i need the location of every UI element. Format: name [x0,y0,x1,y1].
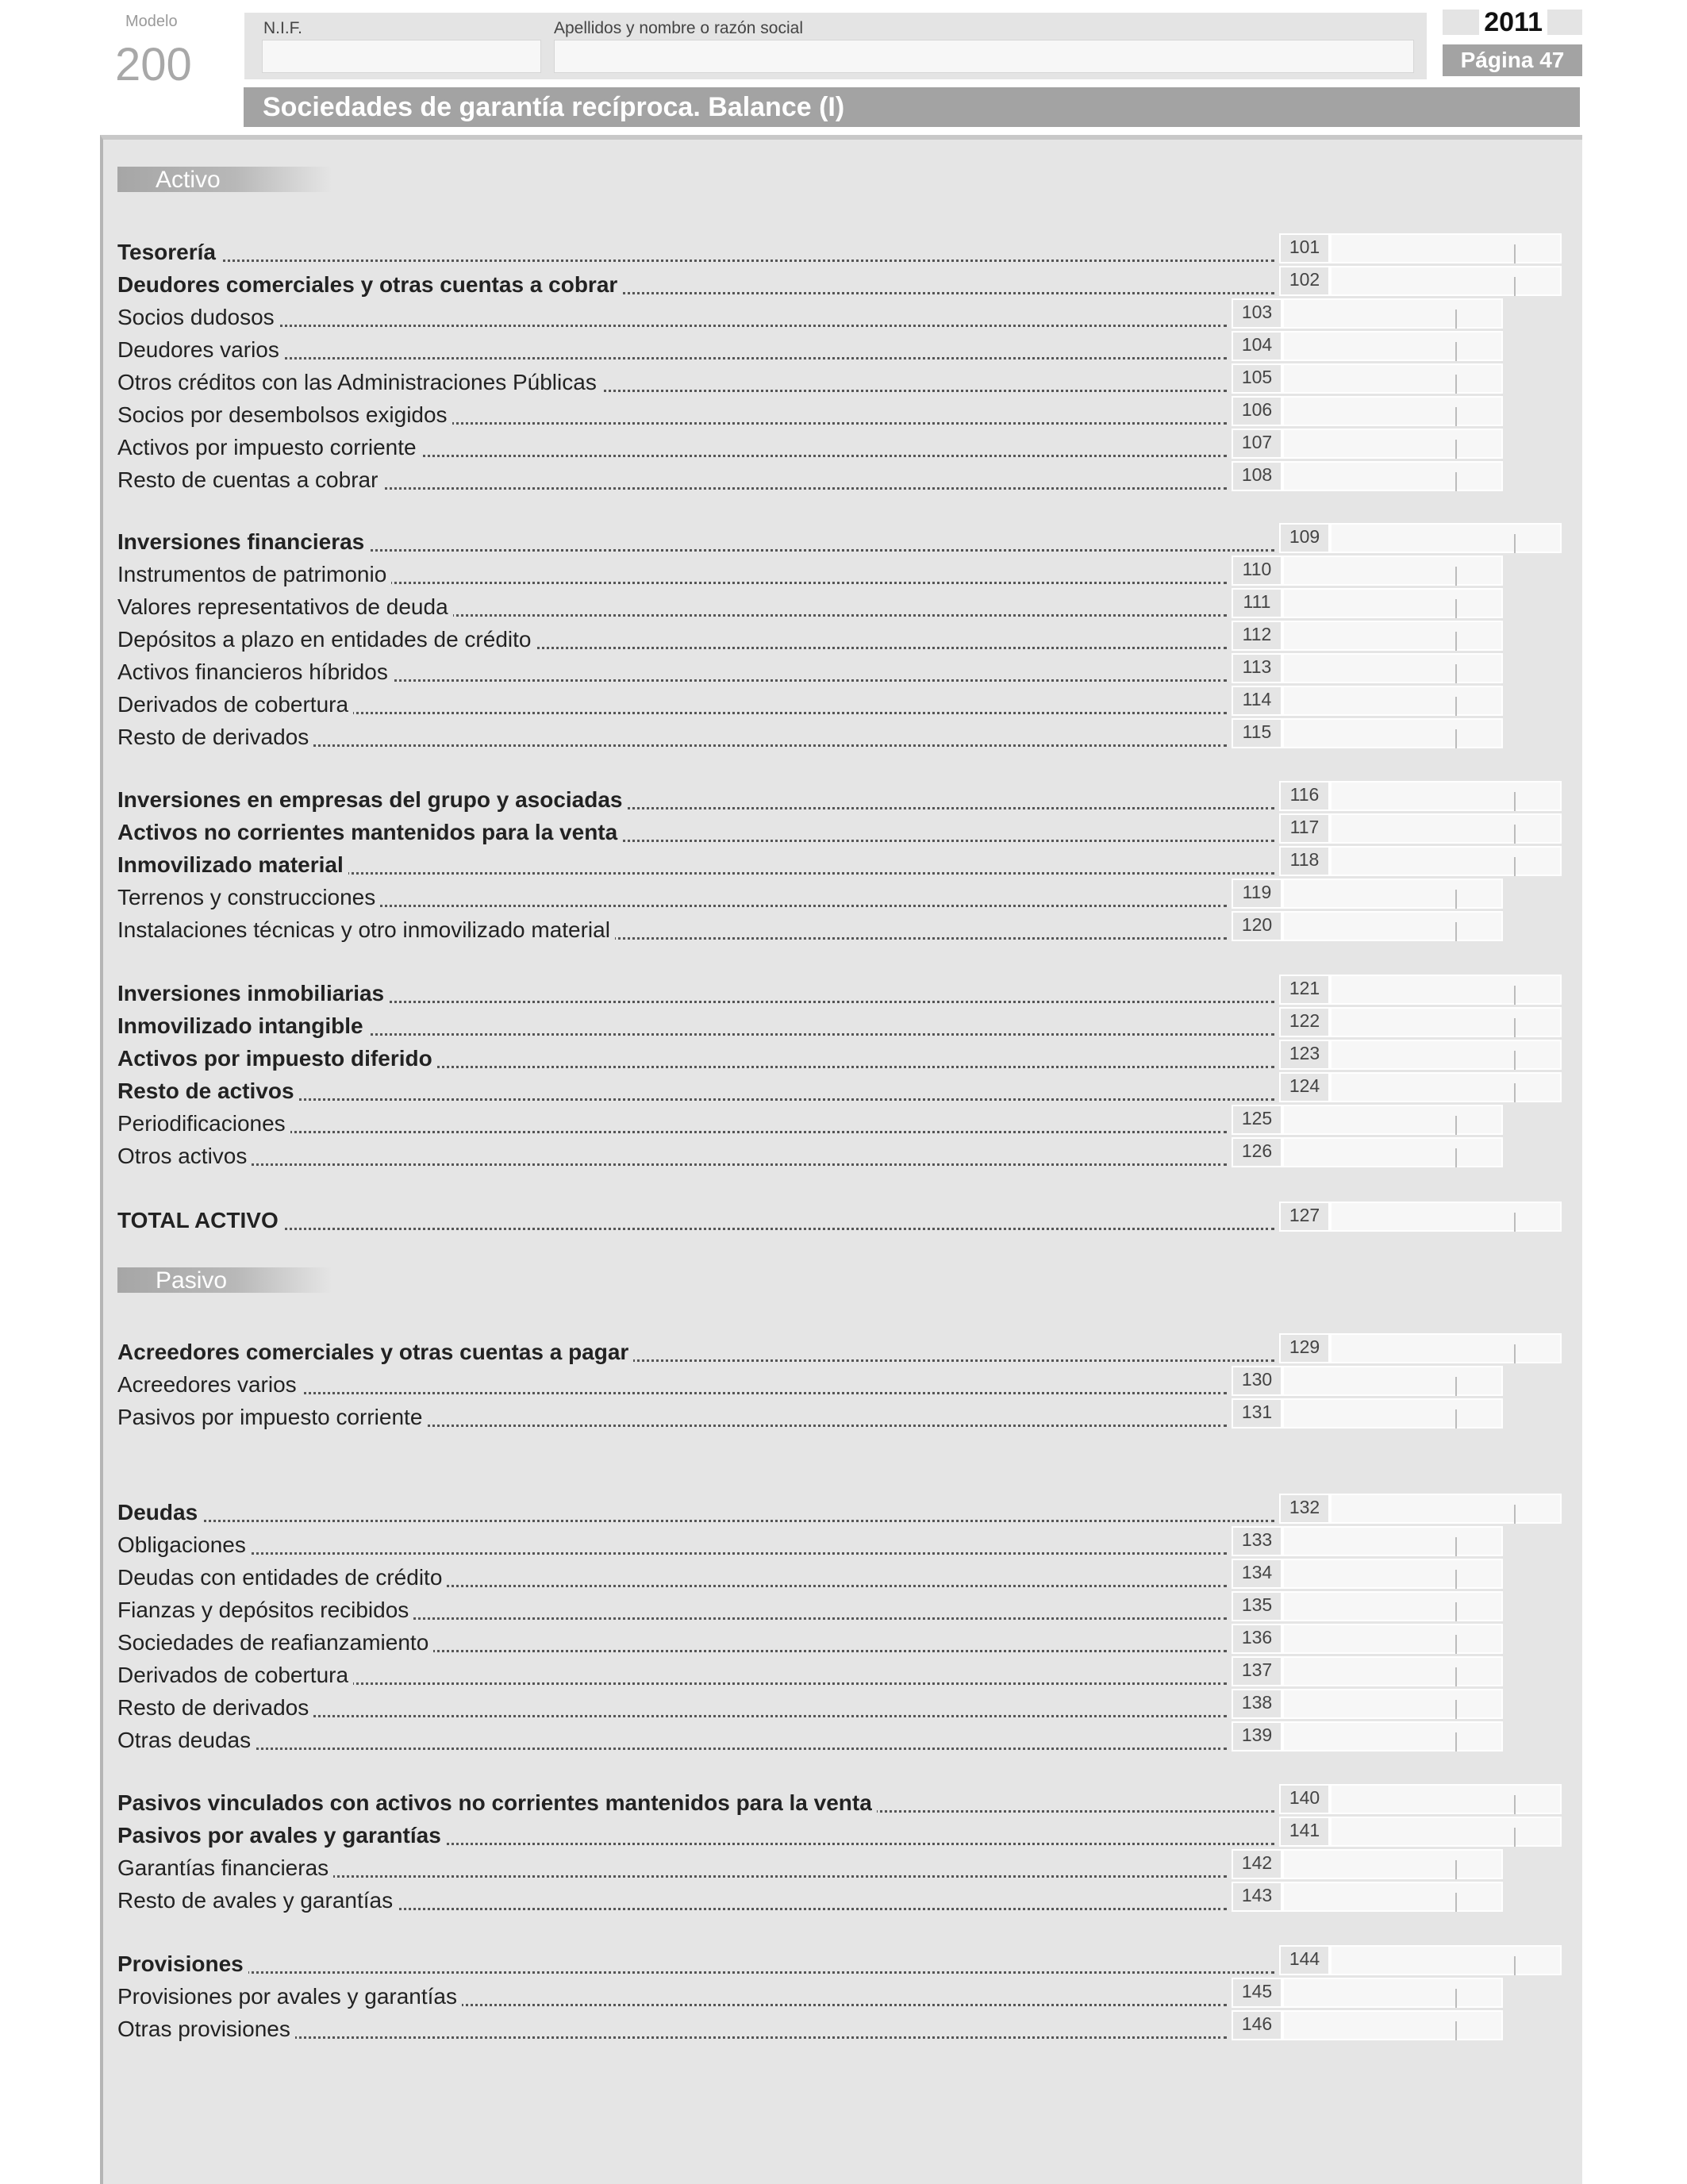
row-label: Deudores varios [117,337,284,363]
row-label: Inversiones en empresas del grupo y asociadas [117,787,628,813]
row-label: Provisiones por avales y garantías [117,1984,462,2009]
form-row-145 [117,1979,1228,2011]
decimal-separator [1514,1505,1516,1524]
row-label: Periodificaciones [117,1111,290,1136]
row-label: Sociedades de reafianzamiento [117,1630,433,1655]
form-row-105 [117,365,1228,397]
amount-field-127[interactable] [1330,1202,1562,1232]
decimal-separator [1514,1018,1516,1037]
form-row-134 [117,1560,1228,1592]
form-row-132 [117,1495,1276,1527]
box-code: 103 [1232,298,1282,329]
box-code: 135 [1232,1591,1282,1621]
decimal-separator [1455,632,1457,651]
dot-leader [117,1748,1227,1750]
form-row-138 [117,1690,1228,1722]
decimal-separator [1455,1570,1457,1589]
dot-leader [117,260,1274,262]
dot-leader [117,1228,1274,1230]
row-label: Otras deudas [117,1728,256,1753]
box-code: 137 [1232,1656,1282,1686]
amount-field-143[interactable] [1282,1882,1503,1912]
row-label: Deudas [117,1500,202,1525]
row-label: Pasivos por impuesto corriente [117,1405,427,1430]
amount-field-130[interactable] [1282,1366,1503,1396]
modelo-label: Modelo [125,13,178,30]
box-code: 111 [1232,588,1282,618]
row-label: Depósitos a plazo en entidades de crédito [117,627,536,652]
box-code: 109 [1279,523,1330,553]
decimal-separator [1514,1051,1516,1070]
form-row-146 [117,2012,1228,2044]
amount-field-105[interactable] [1282,363,1503,394]
modelo-number: 200 [115,39,192,90]
box-code: 115 [1232,718,1282,748]
row-label: Deudores comerciales y otras cuentas a cobrar [117,272,622,298]
box-code: 113 [1232,653,1282,683]
form-row-120 [117,913,1228,944]
decimal-separator [1455,697,1457,716]
dot-leader [117,325,1227,327]
decimal-separator [1455,1409,1457,1428]
form-row-108 [117,463,1228,494]
box-code: 121 [1279,975,1330,1005]
box-code: 106 [1232,396,1282,426]
amount-field-125[interactable] [1282,1105,1503,1135]
box-code: 143 [1232,1882,1282,1912]
amount-field-140[interactable] [1330,1784,1562,1814]
row-label: Derivados de cobertura [117,692,353,717]
amount-field-117[interactable] [1330,813,1562,844]
decimal-separator [1455,1116,1457,1135]
decimal-separator [1455,1860,1457,1879]
row-label: Fianzas y depósitos recibidos [117,1598,413,1623]
decimal-separator [1455,2021,1457,2040]
dot-leader [117,1552,1227,1555]
box-code: 107 [1232,429,1282,459]
row-label: Inmovilizado intangible [117,1013,368,1039]
form-row-109 [117,525,1276,556]
decimal-separator [1514,1344,1516,1363]
box-code: 112 [1232,621,1282,651]
amount-field-136[interactable] [1282,1624,1503,1654]
row-label: Inversiones inmobiliarias [117,981,389,1006]
decimal-separator [1455,1700,1457,1719]
box-code: 125 [1232,1105,1282,1135]
form-row-137 [117,1658,1228,1690]
amount-field-107[interactable] [1282,429,1503,459]
box-code: 104 [1232,331,1282,361]
form-row-129 [117,1335,1276,1367]
amount-field-112[interactable] [1282,621,1503,651]
amount-field-104[interactable] [1282,331,1503,361]
amount-field-141[interactable] [1330,1817,1562,1847]
form-row-110 [117,557,1228,589]
form-row-124 [117,1074,1276,1105]
form-row-123 [117,1041,1276,1073]
decimal-separator [1455,664,1457,683]
box-code: 136 [1232,1624,1282,1654]
section-heading-label: Pasivo [156,1267,228,1294]
row-label: Activos financieros híbridos [117,659,393,685]
box-code: 122 [1279,1007,1330,1037]
decimal-separator [1514,1083,1516,1102]
decimal-separator [1455,922,1457,941]
decimal-separator [1455,472,1457,491]
amount-field-123[interactable] [1330,1040,1562,1070]
row-label: Resto de derivados [117,725,313,750]
box-code: 102 [1279,266,1330,296]
row-label: TOTAL ACTIVO [117,1208,283,1233]
form-row-106 [117,398,1228,429]
amount-field-142[interactable] [1282,1849,1503,1879]
form-row-115 [117,720,1228,752]
box-code: 146 [1232,2010,1282,2040]
row-label: Resto de derivados [117,1695,313,1721]
box-code: 145 [1232,1978,1282,2008]
form-row-107 [117,430,1228,462]
amount-field-144[interactable] [1330,1945,1562,1975]
title-bar [244,87,1580,127]
amount-field-116[interactable] [1330,781,1562,811]
decimal-separator [1455,1602,1457,1621]
amount-field-134[interactable] [1282,1559,1503,1589]
decimal-separator [1455,599,1457,618]
box-code: 134 [1232,1559,1282,1589]
page-title: Sociedades de garantía recíproca. Balance (I) [263,92,845,122]
amount-field-120[interactable] [1282,911,1503,941]
form-row-130 [117,1367,1228,1399]
decimal-separator [1455,1732,1457,1751]
decimal-separator [1514,825,1516,844]
amount-field-108[interactable] [1282,461,1503,491]
decimal-separator [1455,375,1457,394]
decimal-separator [1455,890,1457,909]
form-row-101 [117,235,1276,267]
decimal-separator [1514,857,1516,876]
form-row-131 [117,1400,1228,1432]
decimal-separator [1514,1956,1516,1975]
row-label: Inmovilizado material [117,852,348,878]
decimal-separator [1455,342,1457,361]
box-code: 116 [1279,781,1330,811]
box-code: 105 [1232,363,1282,394]
amount-field-118[interactable] [1330,846,1562,876]
amount-field-121[interactable] [1330,975,1562,1005]
decimal-separator [1514,244,1516,263]
row-label: Otros activos [117,1144,252,1169]
amount-field-111[interactable] [1282,588,1503,618]
row-label: Instrumentos de patrimonio [117,562,391,587]
row-label: Tesorería [117,240,221,265]
amount-field-102[interactable] [1330,266,1562,296]
decimal-separator [1514,1213,1516,1232]
amount-field-114[interactable] [1282,686,1503,716]
amount-field-126[interactable] [1282,1137,1503,1167]
row-label: Garantías financieras [117,1855,333,1881]
box-code: 101 [1279,233,1330,263]
row-label: Acreedores comerciales y otras cuentas a pagar [117,1340,633,1365]
amount-field-145[interactable] [1282,1978,1503,2008]
form-row-141 [117,1818,1276,1850]
amount-field-113[interactable] [1282,653,1503,683]
dot-leader [117,1971,1274,1974]
form-row-114 [117,687,1228,719]
box-code: 108 [1232,461,1282,491]
row-label: Resto de avales y garantías [117,1888,398,1913]
form-row-122 [117,1009,1276,1040]
decimal-separator [1455,567,1457,586]
decimal-separator [1455,1635,1457,1654]
amount-field-135[interactable] [1282,1591,1503,1621]
amount-field-106[interactable] [1282,396,1503,426]
decimal-separator [1455,1667,1457,1686]
decimal-separator [1514,277,1516,296]
box-code: 144 [1279,1945,1330,1975]
form-row-143 [117,1883,1228,1915]
box-code: 118 [1279,846,1330,876]
box-code: 126 [1232,1137,1282,1167]
decimal-separator [1455,1989,1457,2008]
row-label: Derivados de cobertura [117,1663,353,1688]
decimal-separator [1514,792,1516,811]
form-row-126 [117,1139,1228,1171]
decimal-separator [1455,1893,1457,1912]
form-row-140 [117,1786,1276,1817]
amount-field-137[interactable] [1282,1656,1503,1686]
amount-field-103[interactable] [1282,298,1503,329]
dot-leader [117,1520,1274,1522]
amount-field-129[interactable] [1330,1333,1562,1363]
row-label: Valores representativos de deuda [117,594,453,620]
amount-field-110[interactable] [1282,556,1503,586]
box-code: 110 [1232,556,1282,586]
form-row-144 [117,1947,1276,1978]
box-code: 142 [1232,1849,1282,1879]
name-field[interactable] [554,40,1414,73]
nif-label: N.I.F. [263,19,303,37]
row-label: Provisiones [117,1951,248,1977]
row-label: Resto de cuentas a cobrar [117,467,382,493]
form-row-118 [117,848,1276,879]
row-label: Otras provisiones [117,2017,295,2042]
year-text: 2011 [1479,7,1547,38]
row-label: Activos por impuesto diferido [117,1046,437,1071]
decimal-separator [1455,440,1457,459]
row-label: Inversiones financieras [117,529,369,555]
amount-field-122[interactable] [1330,1007,1562,1037]
row-label: Resto de activos [117,1079,299,1104]
box-code: 117 [1279,813,1330,844]
box-code: 139 [1232,1721,1282,1751]
form-row-117 [117,815,1276,847]
form-row-125 [117,1106,1228,1138]
decimal-separator [1514,1828,1516,1847]
form-row-139 [117,1723,1228,1755]
decimal-separator [1455,1148,1457,1167]
row-label: Instalaciones técnicas y otro inmovilizado material [117,917,615,943]
row-label: Terrenos y construcciones [117,885,380,910]
nif-field[interactable] [262,40,541,73]
row-label: Pasivos por avales y garantías [117,1823,446,1848]
decimal-separator [1455,310,1457,329]
decimal-separator [1514,534,1516,553]
row-label: Socios dudosos [117,305,279,330]
row-label: Pasivos vinculados con activos no corrientes mantenidos para la venta [117,1790,877,1816]
box-code: 114 [1232,686,1282,716]
amount-field-132[interactable] [1330,1494,1562,1524]
taxpayer-id-bar [244,13,1427,79]
form-row-127 [117,1203,1276,1235]
box-code: 132 [1279,1494,1330,1524]
dot-leader [117,1163,1227,1166]
decimal-separator [1514,986,1516,1005]
form-row-121 [117,976,1276,1008]
form-row-119 [117,880,1228,912]
decimal-separator [1455,729,1457,748]
form-row-142 [117,1851,1228,1882]
amount-field-124[interactable] [1330,1072,1562,1102]
box-code: 119 [1232,879,1282,909]
amount-field-109[interactable] [1330,523,1562,553]
box-code: 138 [1232,1689,1282,1719]
box-code: 123 [1279,1040,1330,1070]
form-row-116 [117,782,1276,814]
amount-field-131[interactable] [1282,1398,1503,1428]
row-label: Socios por desembolsos exigidos [117,402,452,428]
section-heading-pasivo [117,1267,332,1293]
year-box [1443,7,1582,37]
row-label: Deudas con entidades de crédito [117,1565,447,1590]
amount-field-146[interactable] [1282,2010,1503,2040]
amount-field-115[interactable] [1282,718,1503,748]
row-label: Otros créditos con las Administraciones Públicas [117,370,601,395]
row-label: Acreedores varios [117,1372,302,1398]
row-label: Obligaciones [117,1532,251,1558]
form-row-112 [117,622,1228,654]
box-code: 129 [1279,1333,1330,1363]
box-code: 141 [1279,1817,1330,1847]
box-code: 124 [1279,1072,1330,1102]
box-code: 127 [1279,1202,1330,1232]
amount-field-133[interactable] [1282,1526,1503,1556]
page-number: Página 47 [1443,44,1582,76]
amount-field-119[interactable] [1282,879,1503,909]
box-code: 120 [1232,911,1282,941]
form-row-113 [117,655,1228,686]
box-code: 131 [1232,1398,1282,1428]
decimal-separator [1455,407,1457,426]
row-label: Activos no corrientes mantenidos para la venta [117,820,622,845]
decimal-separator [1455,1537,1457,1556]
form-row-133 [117,1528,1228,1559]
amount-field-139[interactable] [1282,1721,1503,1751]
form-row-135 [117,1593,1228,1625]
form-row-136 [117,1625,1228,1657]
form-row-103 [117,300,1228,332]
decimal-separator [1514,1795,1516,1814]
row-label: Activos por impuesto corriente [117,435,421,460]
box-code: 130 [1232,1366,1282,1396]
section-heading-activo [117,167,332,192]
box-code: 140 [1279,1784,1330,1814]
form-row-102 [117,267,1276,299]
form-row-111 [117,590,1228,621]
box-code: 133 [1232,1526,1282,1556]
amount-field-101[interactable] [1330,233,1562,263]
name-label: Apellidos y nombre o razón social [554,19,803,37]
section-heading-label: Activo [156,167,221,193]
amount-field-138[interactable] [1282,1689,1503,1719]
form-row-104 [117,333,1228,364]
decimal-separator [1455,1377,1457,1396]
